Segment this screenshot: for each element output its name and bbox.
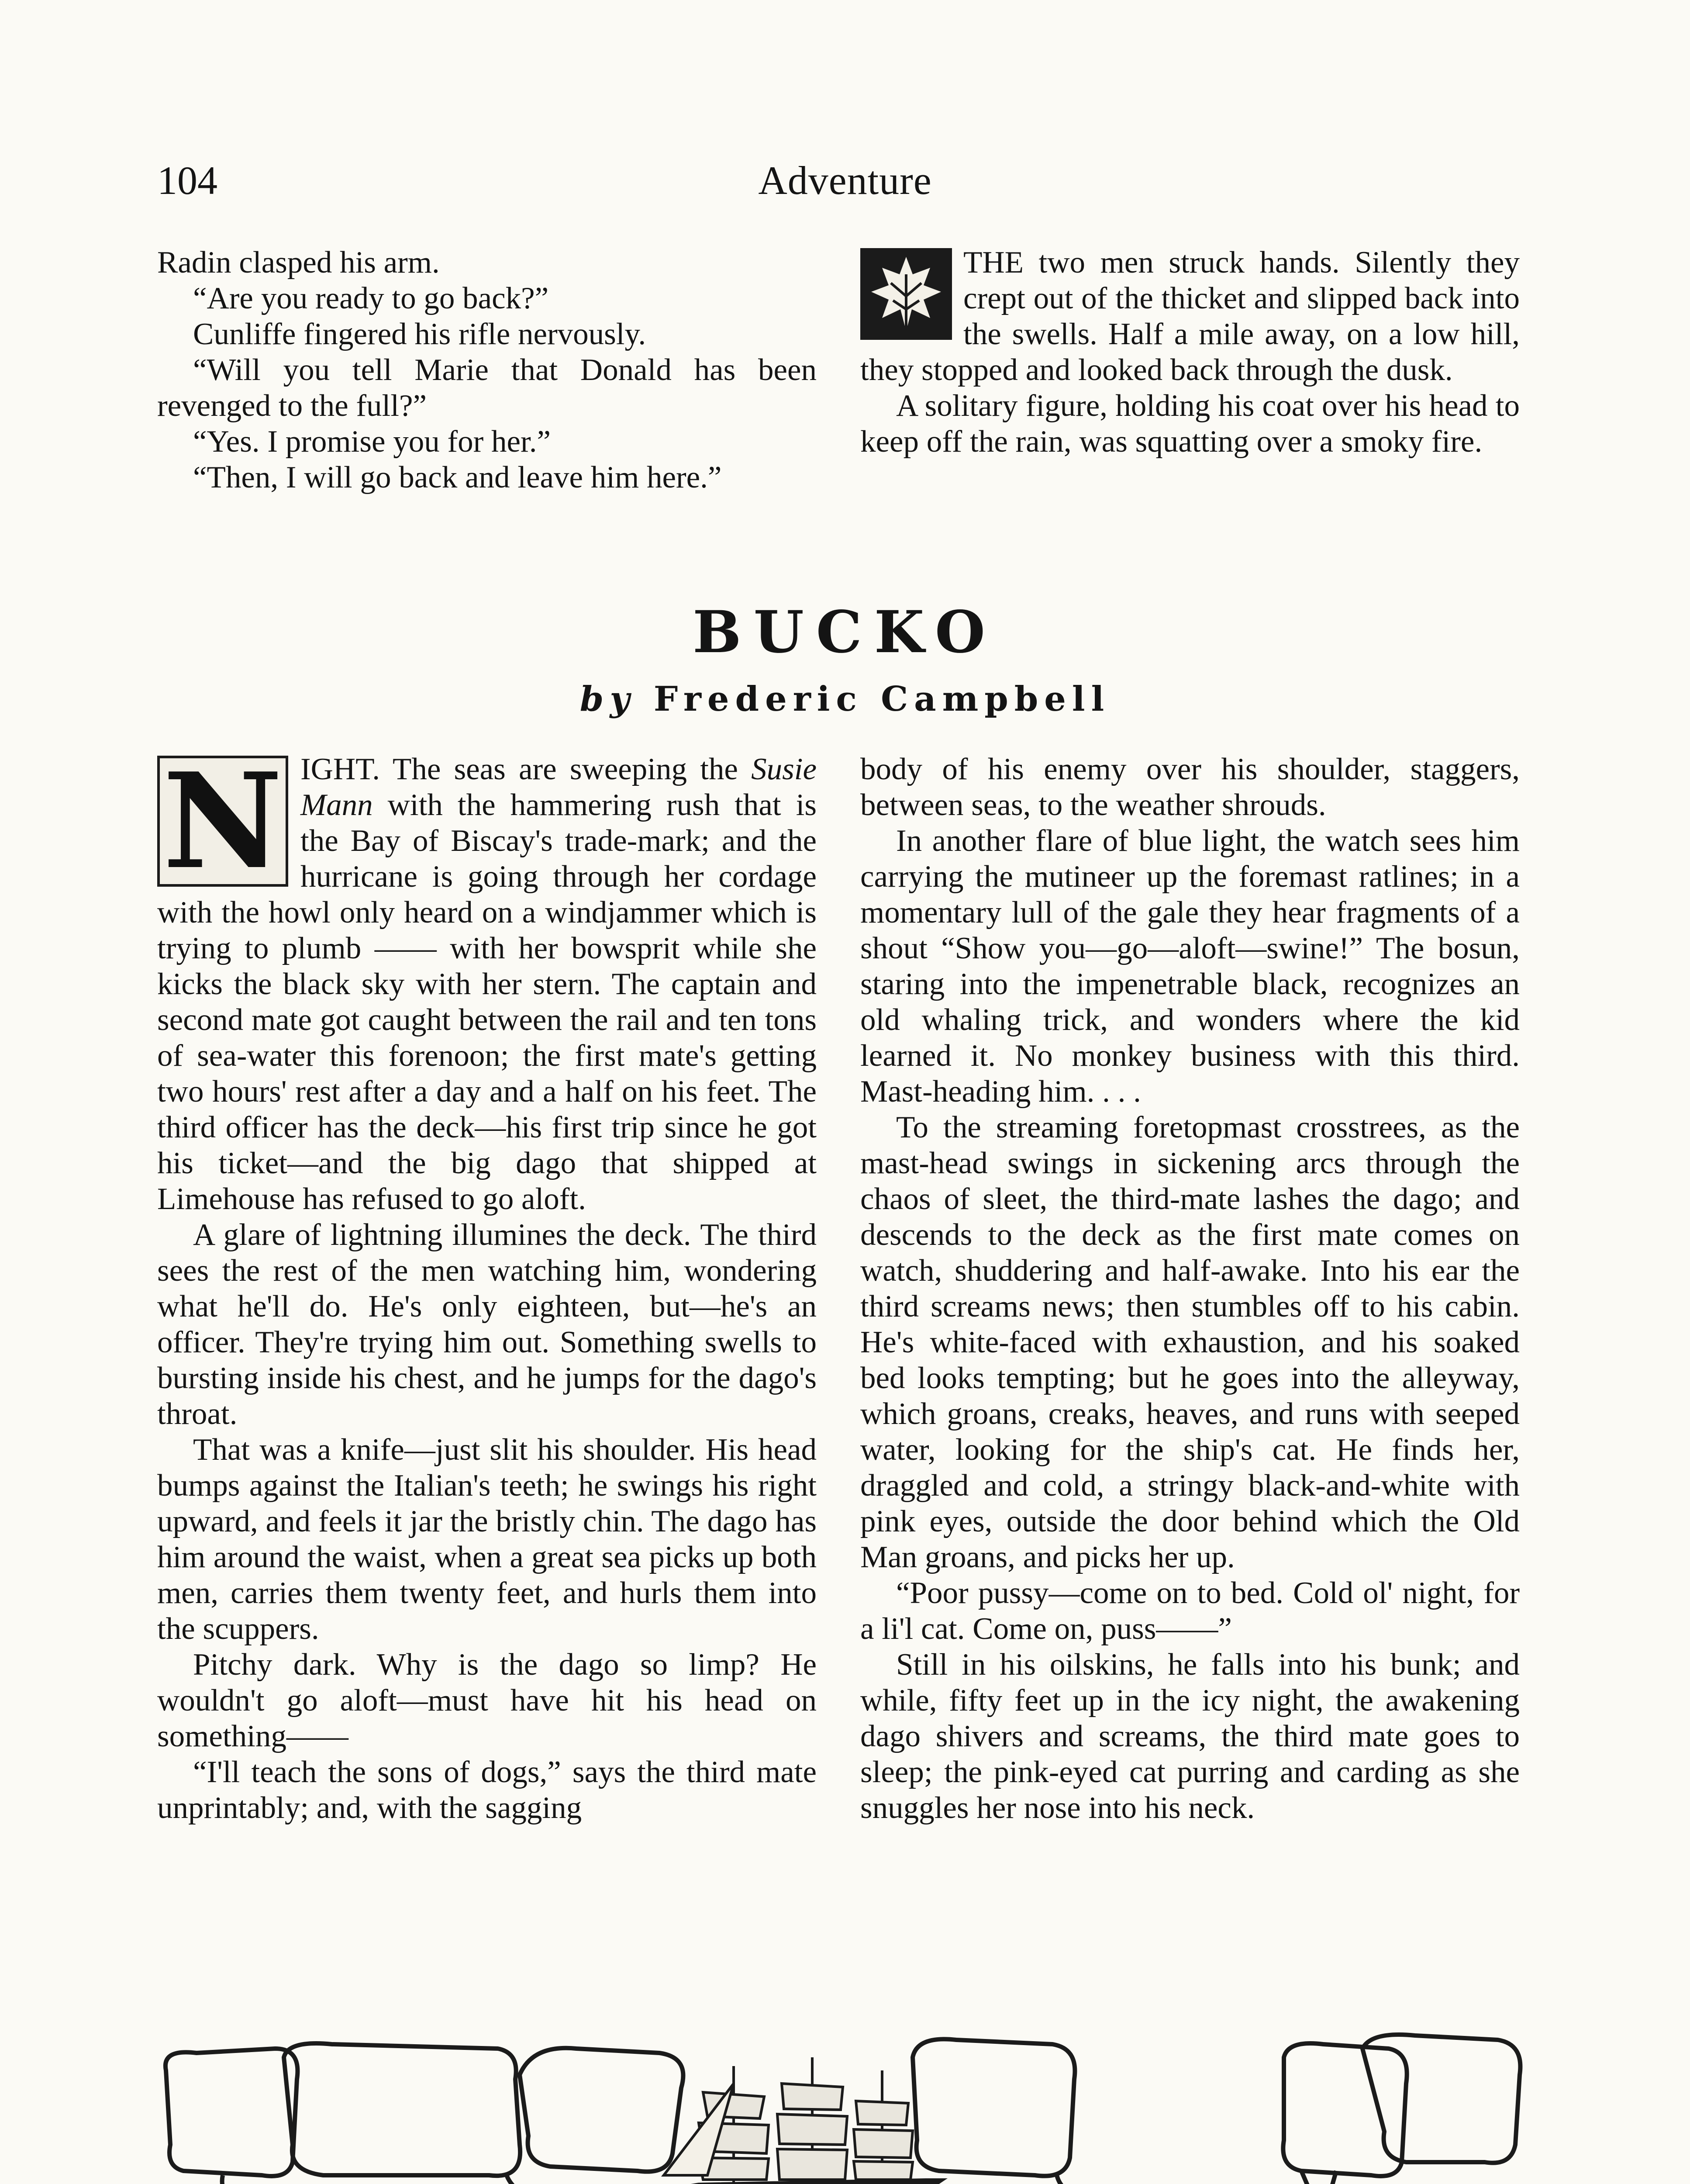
- story-right-column: [860, 751, 1520, 1826]
- byline: [0, 679, 1690, 719]
- paragraph: “Yes. I promise you for her.”: [193, 425, 551, 459]
- story-title: BUCKO: [693, 598, 997, 666]
- paragraph: Pitchy dark. Why is the dago so limp? He wouldn't go aloft—must have hit his head on something——: [157, 1648, 817, 1753]
- leaf-ornament-icon: [860, 248, 952, 340]
- magazine-title: Adventure: [758, 158, 932, 203]
- ship-illustration: [157, 2031, 1537, 2184]
- paragraph: “Then, I will go back and leave him here.”: [193, 460, 722, 494]
- paragraph: “Poor pussy—come on to bed. Cold ol' night, for a li'l cat. Come on, puss——”: [860, 1576, 1520, 1646]
- prev-story-left-column: [157, 245, 817, 495]
- opening-text-cont: with the hammering rush that is the Bay of Biscay's trade-mark; and the hurricane is going through her cordage with the howl only heard on a windjammer which is trying to plumb —— with her bowsprit while she kicks the black sky with her stern. The captain and second mate got caught between the rail and ten tons of sea-water this forenoon; the first mate's getting two hours' rest after a day and a half on his feet. The third officer has the deck—his first trip since he got his ticket—and the big dago that shipped at Limehouse has refused to go aloft.: [157, 788, 817, 1216]
- paragraph: “I'll teach the sons of dogs,” says the third mate unprintably; and, with the sagging: [157, 1755, 817, 1825]
- paragraph: THE two men struck hands. Silently they crept out of the thicket and slipped back into the swells. Half a mile away, on a low hill, they stopped and looked back through the dusk.: [860, 245, 1520, 387]
- paragraph: In another flare of blue light, the watch sees him carrying the mutineer up the foremast ratlines; in a momentary lull of the gale they hear fragments of a shout “Show you—go—aloft—swine!” The bosun, staring into the impenetrable black, recognizes an old whaling trick, and wonders where the kid learned it. No monkey business with this third. Mast-heading him. . . .: [860, 824, 1520, 1109]
- prev-story-right-column: [860, 245, 1520, 460]
- paragraph: Still in his oilskins, he falls into his bunk; and while, fifty feet up in the icy night, the awakening dago shivers and screams, the third mate goes to sleep; the pink-eyed cat purring and carding as she snuggles her nose into his neck.: [860, 1648, 1520, 1825]
- page-number: 104: [157, 158, 217, 203]
- paragraph: A glare of lightning illumines the deck. The third sees the rest of the men watching him, wondering what he'll do. He's only eighteen, but—he's an officer. They're trying him out. Something swells to bursting inside his chest, and he jumps for the dago's throat.: [157, 1218, 817, 1431]
- author-name: Frederic Campbell: [653, 679, 1111, 719]
- paragraph: Radin clasped his arm.: [157, 245, 440, 280]
- drop-cap-letter: N: [162, 744, 283, 898]
- opening-text: IGHT. The seas are sweeping the: [300, 752, 738, 786]
- paragraph: A solitary figure, holding his coat over his head to keep off the rain, was squatting over a smoky fire.: [860, 389, 1520, 459]
- ship-name: Susie Mann: [300, 752, 817, 822]
- paragraph: “Will you tell Marie that Donald has been revenged to the full?”: [157, 353, 817, 423]
- paragraph: That was a knife—just slit his shoulder. His head bumps against the Italian's teeth; he swings his right upward, and feels it jar the bristly chin. The dago has him around the waist, when a great sea picks up both men, carries them twenty feet, and hurls them into the scuppers.: [157, 1433, 817, 1646]
- drop-cap: [157, 744, 288, 898]
- paragraph: body of his enemy over his shoulder, staggers, between seas, to the weather shrouds.: [860, 752, 1520, 822]
- byline-prefix: by: [579, 679, 636, 719]
- story-left-column: [157, 744, 817, 1826]
- paragraph: To the streaming foretopmast crosstrees, as the mast-head swings in sickening arcs through the chaos of sleet, the third-mate lashes the dago; and descends to the deck as the first mate comes on watch, shuddering and half-awake. Into his ear the third screams news; then stumbles off to his cabin. He's white-faced with exhaustion, and his soaked bed looks tempting; but he goes into the alleyway, which groans, creaks, heaves, and runs with seeped water, looking for the ship's cat. He finds her, draggled and cold, a stringy black-and-white with pink eyes, outside the door behind which the Old Man groans, and picks her up.: [860, 1110, 1520, 1574]
- paragraph: Cunliffe fingered his rifle nervously.: [193, 317, 646, 351]
- paragraph: “Are you ready to go back?”: [193, 281, 549, 315]
